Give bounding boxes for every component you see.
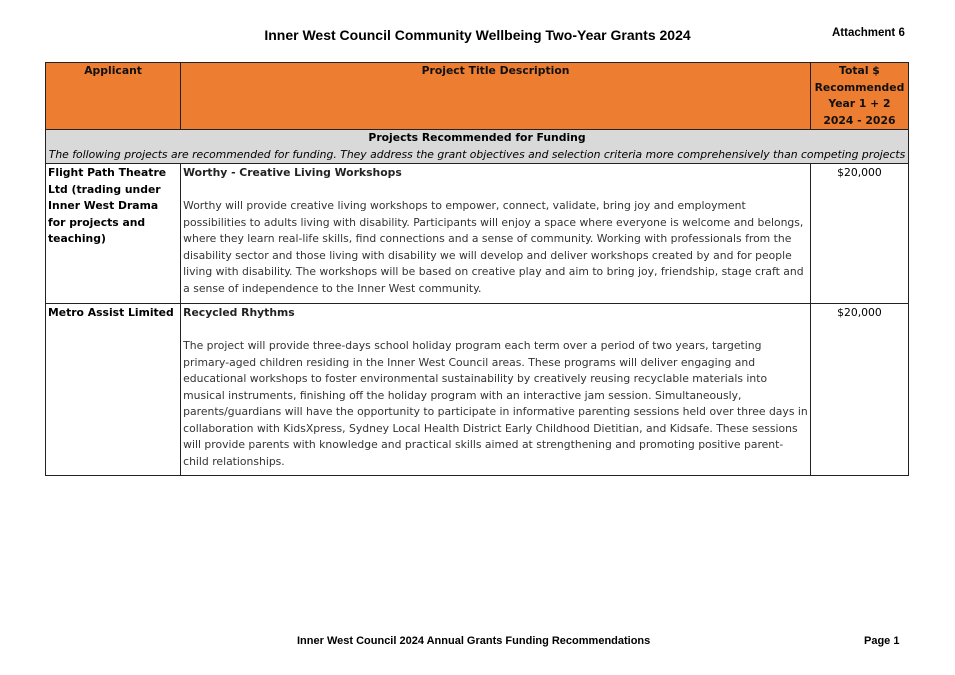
table-row xyxy=(46,164,909,304)
page-number: Page 1 xyxy=(864,635,900,647)
amount-header-line: 2024 - 2026 xyxy=(823,113,896,127)
project-cell xyxy=(181,164,811,304)
document-title: Inner West Council Community Wellbeing Two-Year Grants 2024 xyxy=(264,27,691,43)
applicant-cell: Metro Assist Limited xyxy=(46,304,181,476)
project-cell xyxy=(181,304,811,476)
amount-header-line: Recommended xyxy=(814,80,905,94)
project-title: Worthy - Creative Living Workshops xyxy=(183,166,402,179)
section-row xyxy=(46,130,909,164)
project-description: Worthy will provide creative living workshops to empower, connect, validate, bring joy and employment possibilities to adults living with disability. Participants will enjoy a space where everyone is welcome and belongs, where they learn real-life skills, find connections and a sense of community. Working with professionals from the disability sector and those living with disability we will develop and deliver workshops created by and for people living with disability. The workshops will be based on creative play and aim to bring joy, friendship, stage craft and a sense of independence to the Inner West community. xyxy=(183,199,804,295)
project-column-header: Project Title Description xyxy=(181,63,811,130)
section-title: Projects Recommended for Funding xyxy=(368,131,586,144)
grants-table xyxy=(45,62,909,476)
section-subtitle: The following projects are recommended for funding. They address the grant objectives and selection criteria more comprehensively than competing projects xyxy=(48,147,906,161)
amount-cell: $20,000 xyxy=(810,164,908,304)
amount-column-header xyxy=(810,63,908,130)
section-cell xyxy=(46,130,909,164)
project-title: Recycled Rhythms xyxy=(183,306,295,319)
table-row xyxy=(46,304,909,476)
amount-cell: $20,000 xyxy=(810,304,908,476)
amount-header-line: Year 1 + 2 xyxy=(828,97,891,110)
table-header-row xyxy=(46,63,909,130)
applicant-column-header: Applicant xyxy=(46,63,181,130)
footer-title: Inner West Council 2024 Annual Grants Funding Recommendations xyxy=(297,635,651,647)
project-description: The project will provide three-days school holiday program each term over a period of two years, targeting primary-aged children residing in the Inner West Council areas. These programs will deliver engaging and educational workshops to foster environmental sustainability by creatively reusing recyclable materials into musical instruments, finishing off the holiday program with an interactive jam session. Simultaneously, parents/guardians will have the opportunity to participate in informative parenting sessions held over three days in collaboration with KidsXpress, Sydney Local Health District Early Childhood Dietitian, and Kidsafe. These sessions will provide parents with knowledge and practical skills aimed at strengthening and promoting positive parent-child relationships. xyxy=(183,339,808,468)
attachment-label: Attachment 6 xyxy=(832,27,905,39)
applicant-cell: Flight Path Theatre Ltd (trading under Inner West Drama for projects and teaching) xyxy=(46,164,181,304)
amount-header-line: Total $ xyxy=(839,64,880,77)
